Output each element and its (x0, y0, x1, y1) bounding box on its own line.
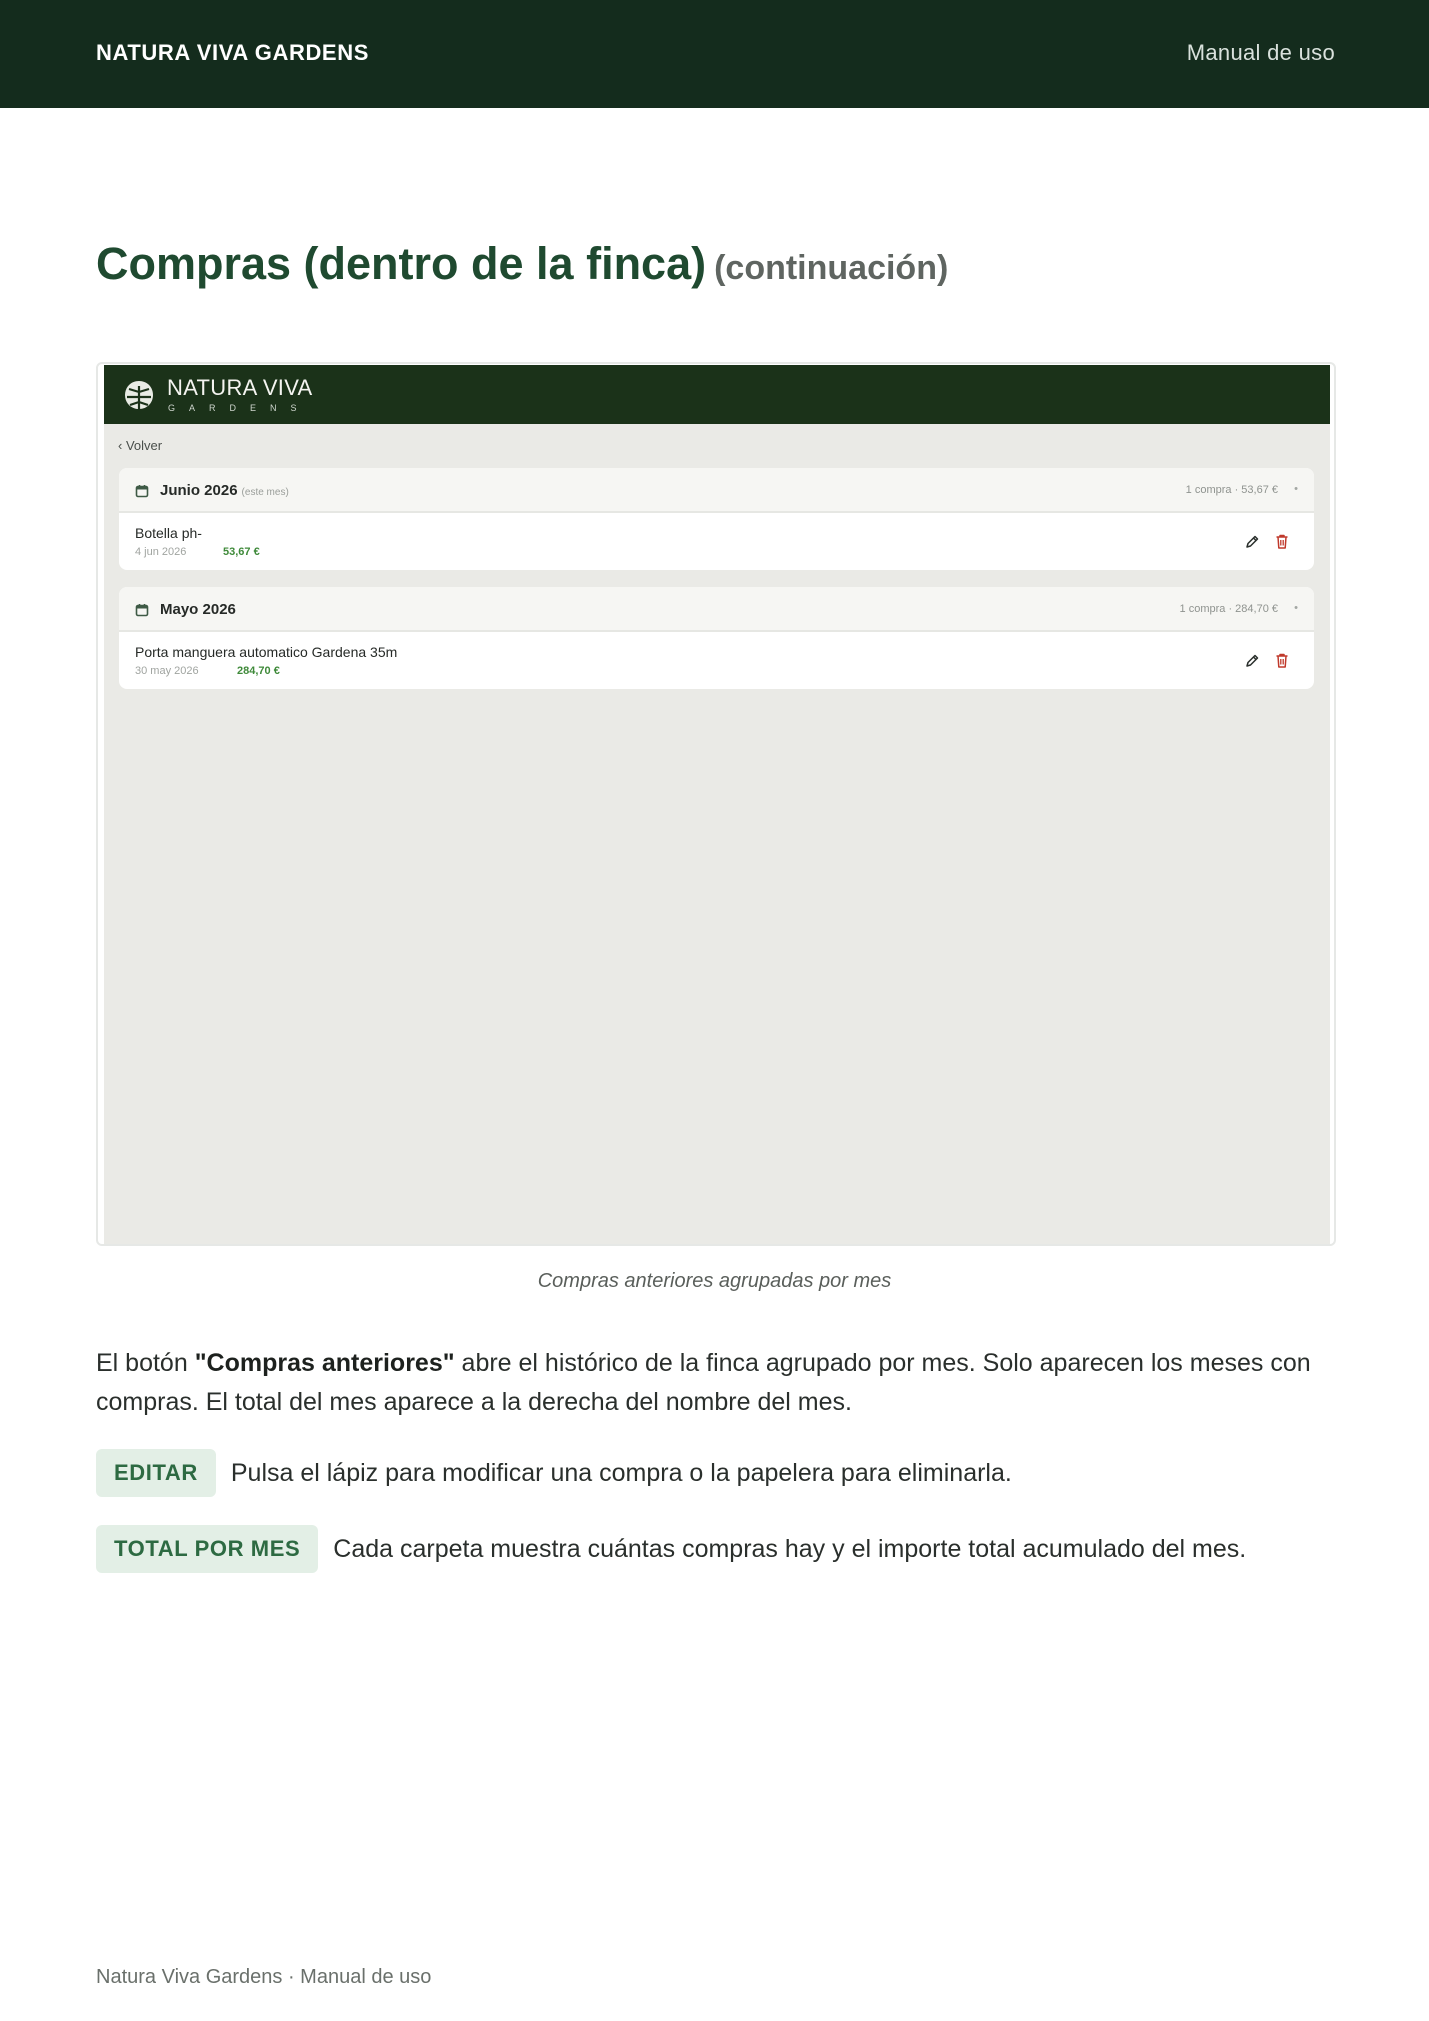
page-title (96, 238, 948, 290)
purchase-date: 4 jun 2026 (135, 546, 187, 558)
app-logo-subtext: GARDENS (168, 403, 311, 413)
month-title (160, 601, 236, 618)
app-header (104, 365, 1330, 424)
manual-label: Manual de uso (1186, 40, 1335, 65)
chevron-icon: • (1294, 483, 1298, 495)
paragraph-text-start: El botón (96, 1349, 195, 1377)
month-title (160, 482, 289, 499)
tag-description: Pulsa el lápiz para modificar una compra o la papelera para eliminarla. (230, 1458, 1012, 1487)
purchase-name: Porta manguera automatico Gardena 35m (135, 644, 398, 660)
page-title-suffix: (continuación) (714, 249, 949, 287)
trash-icon[interactable] (1274, 652, 1290, 669)
figure-caption: Compras anteriores agrupadas por mes (537, 1270, 892, 1292)
page-title-main: Compras (dentro de la finca) (96, 238, 707, 289)
back-link[interactable]: ‹ Volver (118, 438, 163, 453)
month-name: Junio 2026 (160, 482, 238, 499)
app-logo-text: NATURA VIVA (167, 375, 313, 400)
purchase-amount: 53,67 € (223, 546, 260, 558)
body-paragraph (96, 1344, 1346, 1422)
purchase-date: 30 may 2026 (135, 665, 199, 677)
purchase-name: Botella ph- (135, 525, 202, 541)
purchase-row (119, 513, 1314, 570)
brand-name: NATURA VIVA GARDENS (96, 40, 369, 65)
tag-badge: EDITAR (96, 1449, 216, 1497)
paragraph-bold-term: "Compras anteriores" (194, 1349, 455, 1377)
calendar-icon (135, 603, 149, 617)
trash-icon[interactable] (1274, 533, 1290, 550)
month-folder-header[interactable] (119, 587, 1314, 632)
tag-description: Cada carpeta muestra cuántas compras hay y el importe total acumulado del mes. (333, 1534, 1247, 1563)
month-name: Mayo 2026 (160, 601, 236, 618)
month-folder-header[interactable] (119, 468, 1314, 513)
calendar-icon (135, 484, 149, 498)
purchase-amount: 284,70 € (237, 665, 280, 677)
page-footer: Natura Viva Gardens · Manual de uso (96, 1966, 432, 1988)
tip-row-total-por-mes (96, 1525, 1246, 1573)
month-summary: 1 compra · 53,67 € (1185, 484, 1278, 496)
app-screenshot (96, 362, 1336, 1246)
paragraph-text-end: abre el histórico de la finca agrupado por mes. Solo aparecen los meses con compras. El total del mes aparece a la derecha del nombre del mes. (96, 1349, 1311, 1416)
app-view (104, 365, 1330, 1244)
current-month-note: (este mes) (241, 487, 289, 498)
monstera-leaf-icon (122, 378, 156, 412)
purchase-row (119, 632, 1314, 689)
pencil-icon[interactable] (1244, 534, 1260, 550)
month-summary: 1 compra · 284,70 € (1179, 603, 1278, 615)
tip-row-editar (96, 1449, 1012, 1497)
tag-badge: TOTAL POR MES (96, 1525, 318, 1573)
pencil-icon[interactable] (1244, 653, 1260, 669)
month-group-mayo (119, 587, 1314, 689)
chevron-icon: • (1294, 602, 1298, 614)
month-group-junio (119, 468, 1314, 570)
top-bar (0, 0, 1429, 108)
